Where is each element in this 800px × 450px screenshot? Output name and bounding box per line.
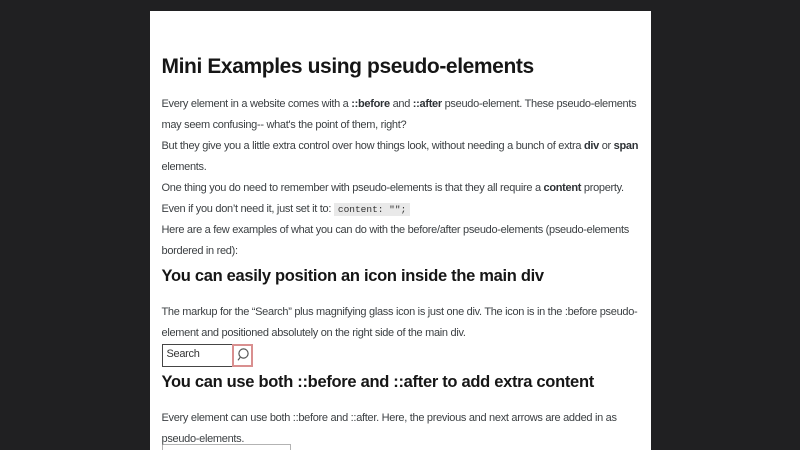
section-heading-before-after: You can use both ::before and ::after to add extra content: [161, 373, 594, 391]
section-heading-icon-position: You can easily position an icon inside the main div: [161, 267, 544, 285]
search-demo-box[interactable]: [162, 344, 253, 367]
content-card: [150, 11, 651, 450]
intro-paragraph-1: Every element in a website comes with a ::before and ::after pseudo-element. These pseudo-elements may seem confusing-- what's the point of them, right?: [161, 98, 637, 131]
intro-paragraph-3: One thing you do need to remember with pseudo-elements is that they all require a content property. Even if you don’t need it, just set it to: content: "";: [161, 182, 624, 215]
intro-paragraph-2: But they give you a little extra control over how things look, without needing a bunch of extra div or span elements.: [161, 140, 639, 173]
search-demo-label: Search: [166, 348, 200, 360]
intro-paragraph-4: Here are a few examples of what you can do with the before/after pseudo-elements (pseudo-elements bordered in red):: [161, 224, 629, 257]
section-1-paragraph: The markup for the “Search” plus magnifying glass icon is just one div. The icon is in the :before pseudo-element and positioned absolutely on the right side of the main div.: [161, 306, 638, 339]
page-title: Mini Examples using pseudo-elements: [161, 55, 534, 78]
section-2-paragraph: Every element can use both ::before and ::after. Here, the previous and next arrows are added in as pseudo-elements.: [161, 412, 617, 445]
magnifier-icon: [232, 344, 253, 367]
